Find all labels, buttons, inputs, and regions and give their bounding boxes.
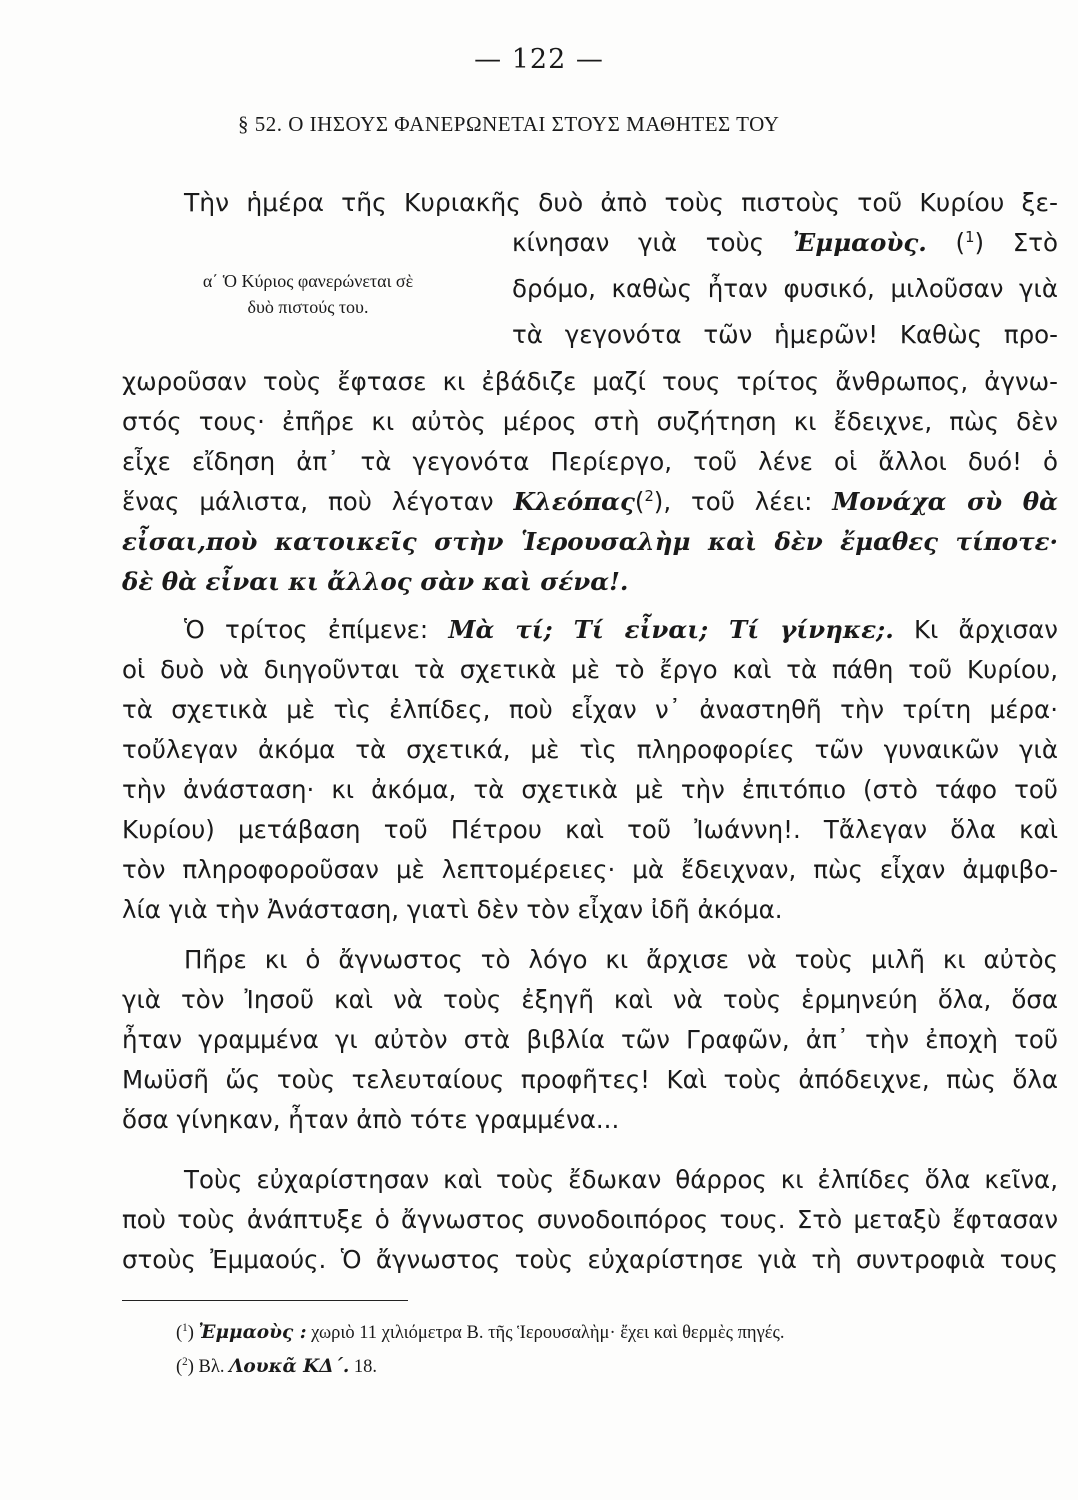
text-line: ὅσα γίνηκαν, ἦταν ἀπὸ τότε γραμμένα...: [122, 1105, 620, 1134]
footnote-1: ($^1$) Ἐμμαοὺς : χωριὸ 11 χιλιόμετρα Β. τῆς Ἱερουσαλὴμ· ἔχει καὶ θερμὲς πηγές.: [176, 1321, 785, 1343]
text-line: Τὴν ἡμέρα τῆς Κυριακῆς δυὸ ἀπὸ τοὺς πιστοὺς τοῦ Κυρίου ξε-: [184, 188, 1058, 217]
footnote-divider: [122, 1300, 408, 1301]
paragraph-2: [122, 610, 1058, 930]
text-line: ἦταν γραμμένα γι αὐτὸν στὰ βιβλία τῶν Γραφῶν, ἀπ᾽ τὴν ἐποχὴ τοῦ: [122, 1025, 1058, 1054]
text-line: Τοὺς εὐχαρίστησαν καὶ τοὺς ἔδωκαν θάρρος κι ἐλπίδες ὅλα κεῖνα,: [184, 1165, 1058, 1194]
name-emphasis: Κλεόπας: [513, 487, 635, 516]
text-line: λία γιὰ τὴν Ἀνάσταση, γιατὶ δὲν τὸν εἶχαν ἰδῆ ἀκόμα.: [122, 895, 783, 924]
paragraph-1: [122, 362, 1058, 602]
text-line: εἶχε εἴδηση ἀπ᾽ τὰ γεγονότα Περίεργο, τοῦ λένε οἱ ἄλλοι δυό! ὁ: [122, 447, 1058, 476]
text-line: τοὔλεγαν ἀκόμα τὰ σχετικά, μὲ τὶς πληροφορίες τῶν γυναικῶν γιὰ: [122, 735, 1058, 764]
place-name-emphasis: Ἐμμαοὺς.: [792, 228, 927, 257]
footnote-number: 1: [182, 1321, 188, 1334]
quote-line: εἶσαι,ποὺ κατοικεῖς στὴν Ἱερουσαλὴμ καὶ δὲν ἔμαθες τίποτε·: [122, 527, 1058, 556]
text-line: τὴν ἀνάσταση· κι ἀκόμα, τὰ σχετικὰ μὲ τὴν ἐπιτόπιο (στὸ τάφο τοῦ: [122, 775, 1058, 804]
page-number: — 122 —: [474, 44, 604, 75]
paragraph-3: [122, 940, 1058, 1140]
text-line: τὸν πληροφοροῦσαν μὲ λεπτομέρειες· μὰ ἔδειχναν, πὼς εἶχαν ἀμφιβο-: [122, 855, 1058, 884]
text-line: τὰ σχετικὰ μὲ τὶς ἐλπίδες, ποὺ εἶχαν ν᾽ ἀναστηθῆ τὴν τρίτη μέρα·: [122, 695, 1058, 724]
side-text-line: κίνησαν γιὰ τοὺς Ἐμμαοὺς. ($^1$) Στὸ: [512, 228, 1058, 257]
quote-emphasis: Μὰ τί; Τί εἶναι; Τί γίνηκε;.: [448, 615, 894, 644]
quote-emphasis: Μονάχα σὺ θὰ: [832, 487, 1058, 516]
text-line: Ὁ τρίτος ἐπίμενε: Μὰ τί; Τί εἶναι; Τί γίνηκε;. Κι ἄρχισαν: [184, 615, 1058, 644]
text-line: γιὰ τὸν Ἰησοῦ καὶ νὰ τοὺς ἐξηγῆ καὶ νὰ τοὺς ἑρμηνεύη ὅλα, ὅσα: [122, 985, 1058, 1014]
footnote-ref: 1: [965, 228, 975, 246]
side-text-line: δρόμο, καθὼς ἦταν φυσικό, μιλοῦσαν γιὰ: [512, 274, 1058, 303]
text-line: ἕνας μάλιστα, ποὺ λέγοταν Κλεόπας($^2$), τοῦ λέει: Μονάχα σὺ θὰ: [122, 487, 1058, 516]
section-heading: § 52. Ο ΙΗΣΟΥΣ ΦΑΝΕΡΩΝΕΤΑΙ ΣΤΟΥΣ ΜΑΘΗΤΕΣ ΤΟΥ: [238, 112, 780, 136]
first-line: [184, 188, 1058, 217]
margin-note-line: α΄ Ὁ Κύριος φανερώνεται σὲ: [202, 271, 414, 291]
text-line: Πῆρε κι ὁ ἄγνωστος τὸ λόγο κι ἄρχισε νὰ τοὺς μιλῆ κι αὐτὸς: [184, 945, 1058, 974]
text-line: στοὺς Ἐμμαούς. Ὁ ἄγνωστος τοὺς εὐχαρίστησε γιὰ τὴ συντροφιὰ τους: [122, 1245, 1058, 1274]
footnotes: [176, 1316, 1056, 1384]
footnote-number: 2: [182, 1355, 188, 1368]
text-line: στός τους· ἐπῆρε κι αὐτὸς μέρος στὴ συζήτηση κι ἔδειχνε, πὼς δὲν: [122, 407, 1058, 436]
text-line: Κυρίου) μετάβαση τοῦ Πέτρου καὶ τοῦ Ἰωάννη!. Τἄλεγαν ὅλα καὶ: [122, 815, 1058, 844]
paragraph-4: [122, 1160, 1058, 1280]
margin-note: [118, 268, 498, 320]
footnote-ref: 2: [644, 487, 654, 505]
footnote-term: Λουκᾶ ΚΔ΄.: [229, 1356, 350, 1377]
text-line: οἱ δυὸ νὰ διηγοῦνται τὰ σχετικὰ μὲ τὸ ἔργο καὶ τὰ πάθη τοῦ Κυρίου,: [122, 655, 1058, 684]
text-line: Μωϋσῆ ὥς τοὺς τελευταίους προφῆτες! Καὶ τοὺς ἀπόδειχνε, πὼς ὅλα: [122, 1065, 1058, 1094]
margin-note-line: δυὸ πιστούς του.: [247, 297, 369, 317]
text-line: χωροῦσαν τοὺς ἔφτασε κι ἐβάδιζε μαζί τους τρίτος ἄνθρωπος, ἀγνω-: [122, 367, 1058, 396]
text-line: ποὺ τοὺς ἀνάπτυξε ὁ ἄγνωστος συνοδοιπόρος τους. Στὸ μεταξὺ ἔφτασαν: [122, 1205, 1058, 1234]
footnote-term: Ἐμμαοὺς :: [198, 1322, 307, 1343]
side-text-line: τὰ γεγονότα τῶν ἡμερῶν! Καθὼς προ-: [512, 320, 1058, 349]
footnote-2: ($^2$) Βλ. Λουκᾶ ΚΔ΄. 18.: [176, 1355, 378, 1377]
quote-line: δὲ θὰ εἶναι κι ἄλλος σὰν καὶ σένα!.: [122, 567, 629, 596]
